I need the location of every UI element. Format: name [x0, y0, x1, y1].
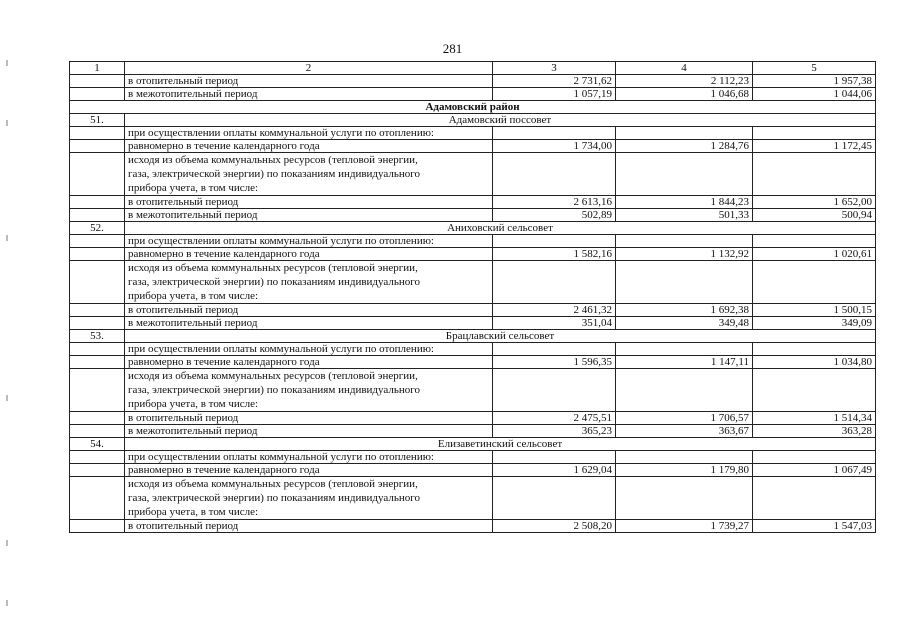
- row-label: при осуществлении оплаты коммунальной услуги по отоплению:: [125, 451, 493, 464]
- value-cell: [493, 127, 616, 140]
- value-cell: [753, 127, 876, 140]
- page-number: 281: [442, 41, 463, 56]
- row-label: в отопительный период: [125, 520, 493, 533]
- settlement-index: 52.: [70, 222, 125, 235]
- index-cell: [70, 477, 125, 520]
- value-cell: 351,04: [493, 317, 616, 330]
- value-cell: [493, 153, 616, 196]
- scan-margin-mark: [6, 235, 8, 241]
- row-label: при осуществлении оплаты коммунальной услуги по отоплению:: [125, 235, 493, 248]
- value-cell: [493, 235, 616, 248]
- value-cell: [493, 261, 616, 304]
- text-row: [70, 451, 876, 464]
- header-cell: 5: [753, 62, 876, 75]
- row-label: при осуществлении оплаты коммунальной услуги по отоплению:: [125, 127, 493, 140]
- row-label-line: газа, электрической энергии) по показаниям индивидуального: [128, 384, 420, 396]
- row-label-multiline: [125, 369, 493, 412]
- row-label: в отопительный период: [125, 75, 493, 88]
- value-cell: [616, 261, 753, 304]
- index-cell: [70, 153, 125, 196]
- value-cell: [753, 343, 876, 356]
- value-cell: [753, 261, 876, 304]
- row-label: в отопительный период: [125, 304, 493, 317]
- row-label: в межотопительный период: [125, 425, 493, 438]
- value-cell: 1 020,61: [753, 248, 876, 261]
- value-cell: [493, 343, 616, 356]
- index-cell: [70, 343, 125, 356]
- index-cell: [70, 369, 125, 412]
- value-cell: 1 057,19: [493, 88, 616, 101]
- district-title: Адамовский район: [70, 101, 876, 114]
- text-row: [70, 235, 876, 248]
- row-label-line: исходя из объема коммунальных ресурсов (тепловой энергии,: [128, 154, 418, 166]
- value-cell: [493, 369, 616, 412]
- value-cell: 1 500,15: [753, 304, 876, 317]
- value-cell: 365,23: [493, 425, 616, 438]
- value-row: [70, 304, 876, 317]
- index-cell: [70, 209, 125, 222]
- value-cell: [616, 153, 753, 196]
- row-label: равномерно в течение календарного года: [125, 140, 493, 153]
- row-label-multiline: [125, 477, 493, 520]
- row-label-line: исходя из объема коммунальных ресурсов (тепловой энергии,: [128, 370, 418, 382]
- value-row: [70, 425, 876, 438]
- value-cell: [616, 477, 753, 520]
- row-label-line: газа, электрической энергии) по показаниям индивидуального: [128, 276, 420, 288]
- value-cell: 1 514,34: [753, 412, 876, 425]
- value-cell: 2 613,16: [493, 196, 616, 209]
- value-row: [70, 520, 876, 533]
- value-cell: 1 147,11: [616, 356, 753, 369]
- row-label: равномерно в течение календарного года: [125, 356, 493, 369]
- index-cell: [70, 248, 125, 261]
- settlement-row: [70, 222, 876, 235]
- multiline-row: [70, 477, 876, 520]
- multiline-row: [70, 261, 876, 304]
- index-cell: [70, 451, 125, 464]
- row-label: в межотопительный период: [125, 88, 493, 101]
- value-cell: 2 475,51: [493, 412, 616, 425]
- text-row: [70, 127, 876, 140]
- row-label-line: газа, электрической энергии) по показаниям индивидуального: [128, 168, 420, 180]
- index-cell: [70, 304, 125, 317]
- header-cell: 4: [616, 62, 753, 75]
- value-cell: [616, 451, 753, 464]
- value-cell: [616, 343, 753, 356]
- index-cell: [70, 235, 125, 248]
- scan-margin-mark: [6, 60, 8, 66]
- value-cell: [753, 477, 876, 520]
- value-cell: 363,67: [616, 425, 753, 438]
- index-cell: [70, 88, 125, 101]
- value-cell: 1 652,00: [753, 196, 876, 209]
- value-row: [70, 140, 876, 153]
- value-row: [70, 248, 876, 261]
- row-label-line: исходя из объема коммунальных ресурсов (тепловой энергии,: [128, 262, 418, 274]
- settlement-index: 53.: [70, 330, 125, 343]
- value-row: [70, 464, 876, 477]
- header-cell: 2: [125, 62, 493, 75]
- value-row: [70, 209, 876, 222]
- value-cell: 1 734,00: [493, 140, 616, 153]
- table-header-row: [70, 62, 876, 75]
- value-cell: 2 461,32: [493, 304, 616, 317]
- row-label: в межотопительный период: [125, 317, 493, 330]
- row-label-line: исходя из объема коммунальных ресурсов (тепловой энергии,: [128, 478, 418, 490]
- index-cell: [70, 196, 125, 209]
- row-label: в межотопительный период: [125, 209, 493, 222]
- index-cell: [70, 425, 125, 438]
- value-cell: 1 844,23: [616, 196, 753, 209]
- scan-margin-mark: [6, 120, 8, 126]
- value-cell: 1 582,16: [493, 248, 616, 261]
- value-cell: 349,48: [616, 317, 753, 330]
- row-label-line: прибора учета, в том числе:: [128, 290, 259, 302]
- value-cell: 1 692,38: [616, 304, 753, 317]
- row-label: в отопительный период: [125, 196, 493, 209]
- row-label-line: прибора учета, в том числе:: [128, 506, 259, 518]
- value-cell: [753, 235, 876, 248]
- index-cell: [70, 261, 125, 304]
- value-cell: [753, 451, 876, 464]
- value-cell: 1 739,27: [616, 520, 753, 533]
- scan-margin-mark: [6, 600, 8, 606]
- value-cell: 1 596,35: [493, 356, 616, 369]
- value-cell: 1 034,80: [753, 356, 876, 369]
- value-cell: [753, 153, 876, 196]
- value-cell: 1 547,03: [753, 520, 876, 533]
- value-row: [70, 75, 876, 88]
- multiline-row: [70, 153, 876, 196]
- value-cell: 1 706,57: [616, 412, 753, 425]
- value-row: [70, 196, 876, 209]
- settlement-name: Аниховский сельсовет: [125, 222, 876, 235]
- settlement-row: [70, 114, 876, 127]
- value-cell: 2 112,23: [616, 75, 753, 88]
- value-cell: 1 957,38: [753, 75, 876, 88]
- value-cell: 502,89: [493, 209, 616, 222]
- table-body: [70, 62, 876, 533]
- index-cell: [70, 127, 125, 140]
- scan-margin-mark: [6, 395, 8, 401]
- value-cell: 1 132,92: [616, 248, 753, 261]
- settlement-index: 54.: [70, 438, 125, 451]
- value-row: [70, 356, 876, 369]
- index-cell: [70, 412, 125, 425]
- multiline-row: [70, 369, 876, 412]
- settlement-row: [70, 438, 876, 451]
- header-cell: 1: [70, 62, 125, 75]
- value-cell: 2 508,20: [493, 520, 616, 533]
- value-cell: 363,28: [753, 425, 876, 438]
- value-cell: [616, 369, 753, 412]
- value-cell: 1 284,76: [616, 140, 753, 153]
- value-row: [70, 88, 876, 101]
- row-label-line: прибора учета, в том числе:: [128, 398, 259, 410]
- settlement-index: 51.: [70, 114, 125, 127]
- value-cell: 349,09: [753, 317, 876, 330]
- value-cell: 500,94: [753, 209, 876, 222]
- row-label: при осуществлении оплаты коммунальной услуги по отоплению:: [125, 343, 493, 356]
- row-label: равномерно в течение календарного года: [125, 464, 493, 477]
- value-cell: 1 067,49: [753, 464, 876, 477]
- row-label-multiline: [125, 261, 493, 304]
- row-label: равномерно в течение календарного года: [125, 248, 493, 261]
- value-cell: 2 731,62: [493, 75, 616, 88]
- settlement-name: Адамовский поссовет: [125, 114, 876, 127]
- tariff-table: [69, 61, 876, 533]
- district-row: [70, 101, 876, 114]
- text-row: [70, 343, 876, 356]
- value-cell: 1 629,04: [493, 464, 616, 477]
- settlement-row: [70, 330, 876, 343]
- value-cell: 501,33: [616, 209, 753, 222]
- value-cell: [493, 477, 616, 520]
- value-cell: [753, 369, 876, 412]
- settlement-name: Брацлавский сельсовет: [125, 330, 876, 343]
- index-cell: [70, 140, 125, 153]
- row-label-line: прибора учета, в том числе:: [128, 182, 259, 194]
- value-cell: 1 172,45: [753, 140, 876, 153]
- value-cell: [616, 127, 753, 140]
- value-row: [70, 412, 876, 425]
- index-cell: [70, 356, 125, 369]
- row-label: в отопительный период: [125, 412, 493, 425]
- scan-margin-mark: [6, 540, 8, 546]
- value-cell: [616, 235, 753, 248]
- index-cell: [70, 520, 125, 533]
- index-cell: [70, 464, 125, 477]
- index-cell: [70, 317, 125, 330]
- row-label-multiline: [125, 153, 493, 196]
- value-cell: 1 046,68: [616, 88, 753, 101]
- value-cell: [493, 451, 616, 464]
- index-cell: [70, 75, 125, 88]
- value-cell: 1 179,80: [616, 464, 753, 477]
- settlement-name: Елизаветинский сельсовет: [125, 438, 876, 451]
- header-cell: 3: [493, 62, 616, 75]
- row-label-line: газа, электрической энергии) по показаниям индивидуального: [128, 492, 420, 504]
- value-row: [70, 317, 876, 330]
- value-cell: 1 044,06: [753, 88, 876, 101]
